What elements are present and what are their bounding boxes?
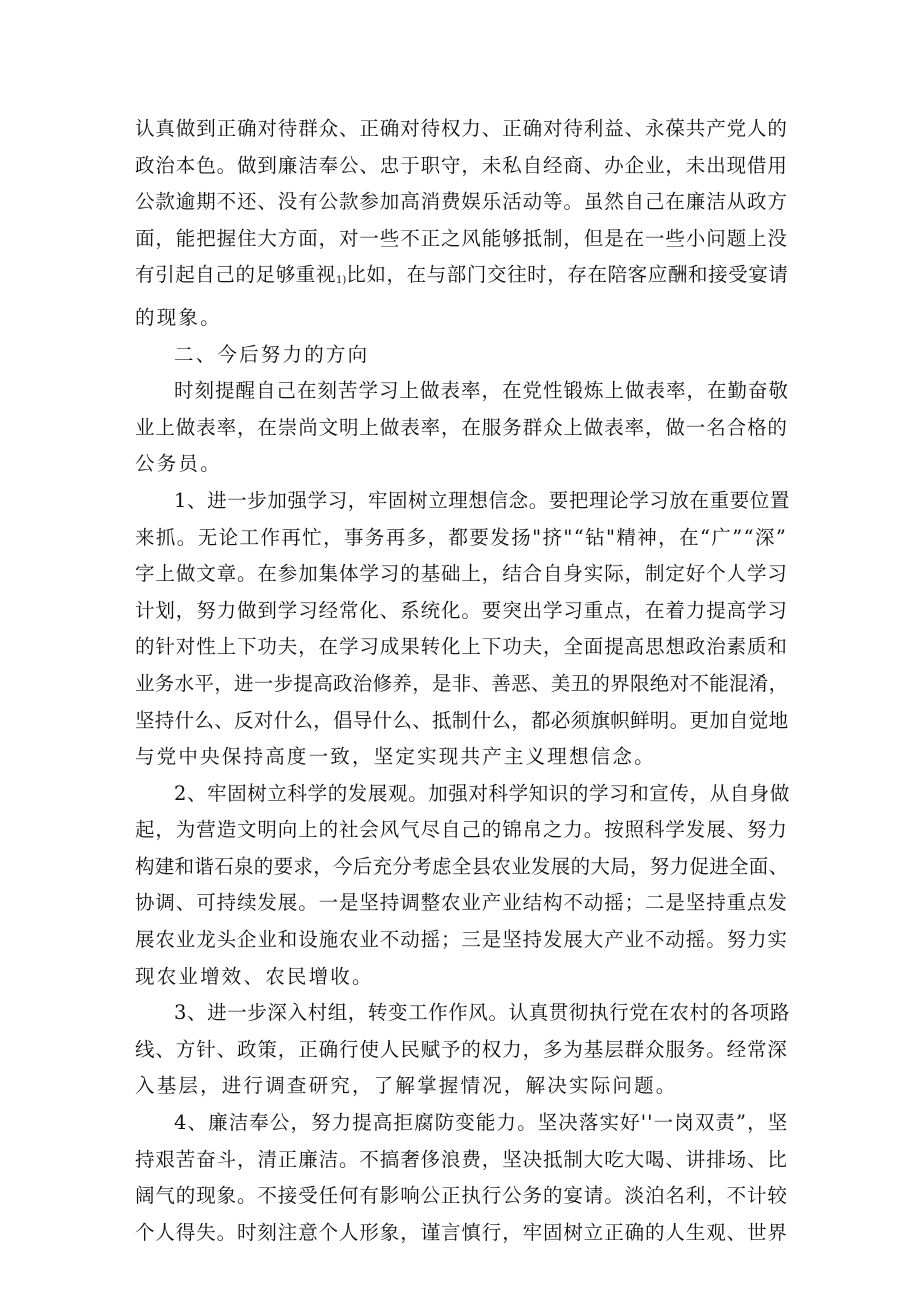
text-line <box>135 739 790 776</box>
footnote-mark: 1) <box>336 275 347 287</box>
text-line-content: 的现象。 <box>135 305 222 329</box>
text-line-content: 来抓。无论工作再忙，事务再多，都要发扬"挤"“钻"精神，在“广”“深” <box>135 525 788 549</box>
text-line-content: 线、方针、政策，正确行使人民赋予的权力，多为基层群众服务。经常深 <box>135 1037 788 1061</box>
text-line-content: 入基层，进行调查研究，了解掌握情况，解决实际问题。 <box>135 1074 678 1098</box>
text-line-content: 字上做文章。在参加集体学习的基础上，结合自身实际，制定好个人学习 <box>135 562 788 586</box>
text-line-content: 1、进一步加强学习，牢固树立理想信念。要把理论学习放在重要位置 <box>174 488 791 512</box>
text-line <box>135 184 790 221</box>
text-line <box>135 885 790 922</box>
text-line-content: 3、进一步深入村组，转变工作作风。认真贯彻执行党在农村的各项路 <box>174 1001 791 1025</box>
text-line <box>135 300 790 337</box>
text-line <box>135 1032 790 1069</box>
text-line-content: 持艰苦奋斗，清正廉洁。不搞奢侈浪费，坚决抵制大吃大喝、讲排场、比 <box>135 1147 788 1171</box>
text-line <box>135 1105 790 1142</box>
text-line <box>135 959 790 996</box>
text-line <box>135 111 790 148</box>
text-line <box>135 812 790 849</box>
text-line <box>135 257 790 300</box>
text-line-content: 展农业龙头企业和设施农业不动摇；三是坚持发展大产业不动摇。努力实 <box>135 928 788 952</box>
text-line-content: 协调、可持续发展。一是坚持调整农业产业结构不动摇；二是坚持重点发 <box>135 891 788 915</box>
text-line <box>135 373 790 410</box>
text-line-content: 与党中央保持高度一致，坚定实现共产主义理想信念。 <box>135 745 656 769</box>
text-line-content: 的针对性上下功夫，在学习成果转化上下功夫，全面提高思想政治素质和 <box>135 635 788 659</box>
text-line <box>135 593 790 630</box>
text-line <box>135 337 790 374</box>
text-line-content: 公务员。 <box>135 452 222 476</box>
text-line-content: 面，能把握住大方面，对一些不正之风能够抵制，但是在一些小问题上没 <box>135 226 788 250</box>
text-line <box>135 556 790 593</box>
text-line <box>135 1068 790 1105</box>
text-line-content: 认真做到正确对待群众、正确对待权力、正确对待利益、永葆共产党人的 <box>135 117 788 140</box>
text-line <box>135 148 790 185</box>
text-line-content: 有引起自己的足够重视 <box>135 263 337 287</box>
document-page <box>135 111 790 1251</box>
text-line <box>135 520 790 557</box>
text-line-content: 二、今后努力的方向 <box>174 342 370 366</box>
text-line-content: 公款逾期不还、没有公款参加高消费娱乐活动等。虽然自己在廉洁从政方 <box>135 190 788 214</box>
text-line <box>135 446 790 483</box>
text-line <box>135 922 790 959</box>
text-line-content: 时刻提醒自己在刻苦学习上做表率，在党性锻炼上做表率，在勤奋敬 <box>174 379 790 403</box>
text-line-content: 起，为营造文明向上的社会风气尽自己的锦帛之力。按照科学发展、努力 <box>135 818 788 842</box>
text-line-content: 政治本色。做到廉洁奉公、忠于职守，未私自经商、办企业，未出现借用 <box>135 153 788 177</box>
text-line <box>135 1215 790 1252</box>
text-line <box>135 1178 790 1215</box>
text-line-content: 4、廉洁奉公，努力提高拒腐防变能力。坚决落实好''一岗双责”，坚 <box>174 1111 789 1135</box>
document-body <box>135 111 790 1251</box>
text-line-content: 业务水平，进一步提高政治修养，是非、善恶、美丑的界限绝对不能混淆， <box>135 671 789 695</box>
text-line-content: 计划，努力做到学习经常化、系统化。要突出学习重点，在着力提高学习 <box>135 598 788 622</box>
text-line-content: 现农业增效、农民增收。 <box>135 964 374 988</box>
text-line-content: 个人得失。时刻注意个人形象，谨言慎行，牢固树立正确的人生观、世界 <box>135 1220 788 1244</box>
text-line <box>135 629 790 666</box>
text-line-tail: 比如，在与部门交往时，存在陪客应酬和接受宴请 <box>346 263 789 287</box>
text-line <box>135 221 790 258</box>
text-line-content: 2、牢固树立科学的发展观。加强对科学知识的学习和宣传，从自身做 <box>174 781 791 805</box>
text-line <box>135 666 790 703</box>
text-line <box>135 483 790 520</box>
text-line <box>135 995 790 1032</box>
text-line <box>135 849 790 886</box>
text-line <box>135 1142 790 1179</box>
text-line <box>135 703 790 740</box>
text-line-content: 阔气的现象。不接受任何有影响公正执行公务的宴请。淡泊名利，不计较 <box>135 1184 788 1208</box>
text-line <box>135 410 790 447</box>
text-line-content: 构建和谐石泉的要求，今后充分考虑全县农业发展的大局，努力促进全面、 <box>135 854 789 878</box>
text-line-content: 业上做表率，在崇尚文明上做表率，在服务群众上做表率，做一名合格的 <box>135 415 788 439</box>
text-line-content: 坚持什么、反对什么，倡导什么、抵制什么，都必须旗帜鲜明。更加自觉地 <box>135 708 789 732</box>
text-line <box>135 776 790 813</box>
